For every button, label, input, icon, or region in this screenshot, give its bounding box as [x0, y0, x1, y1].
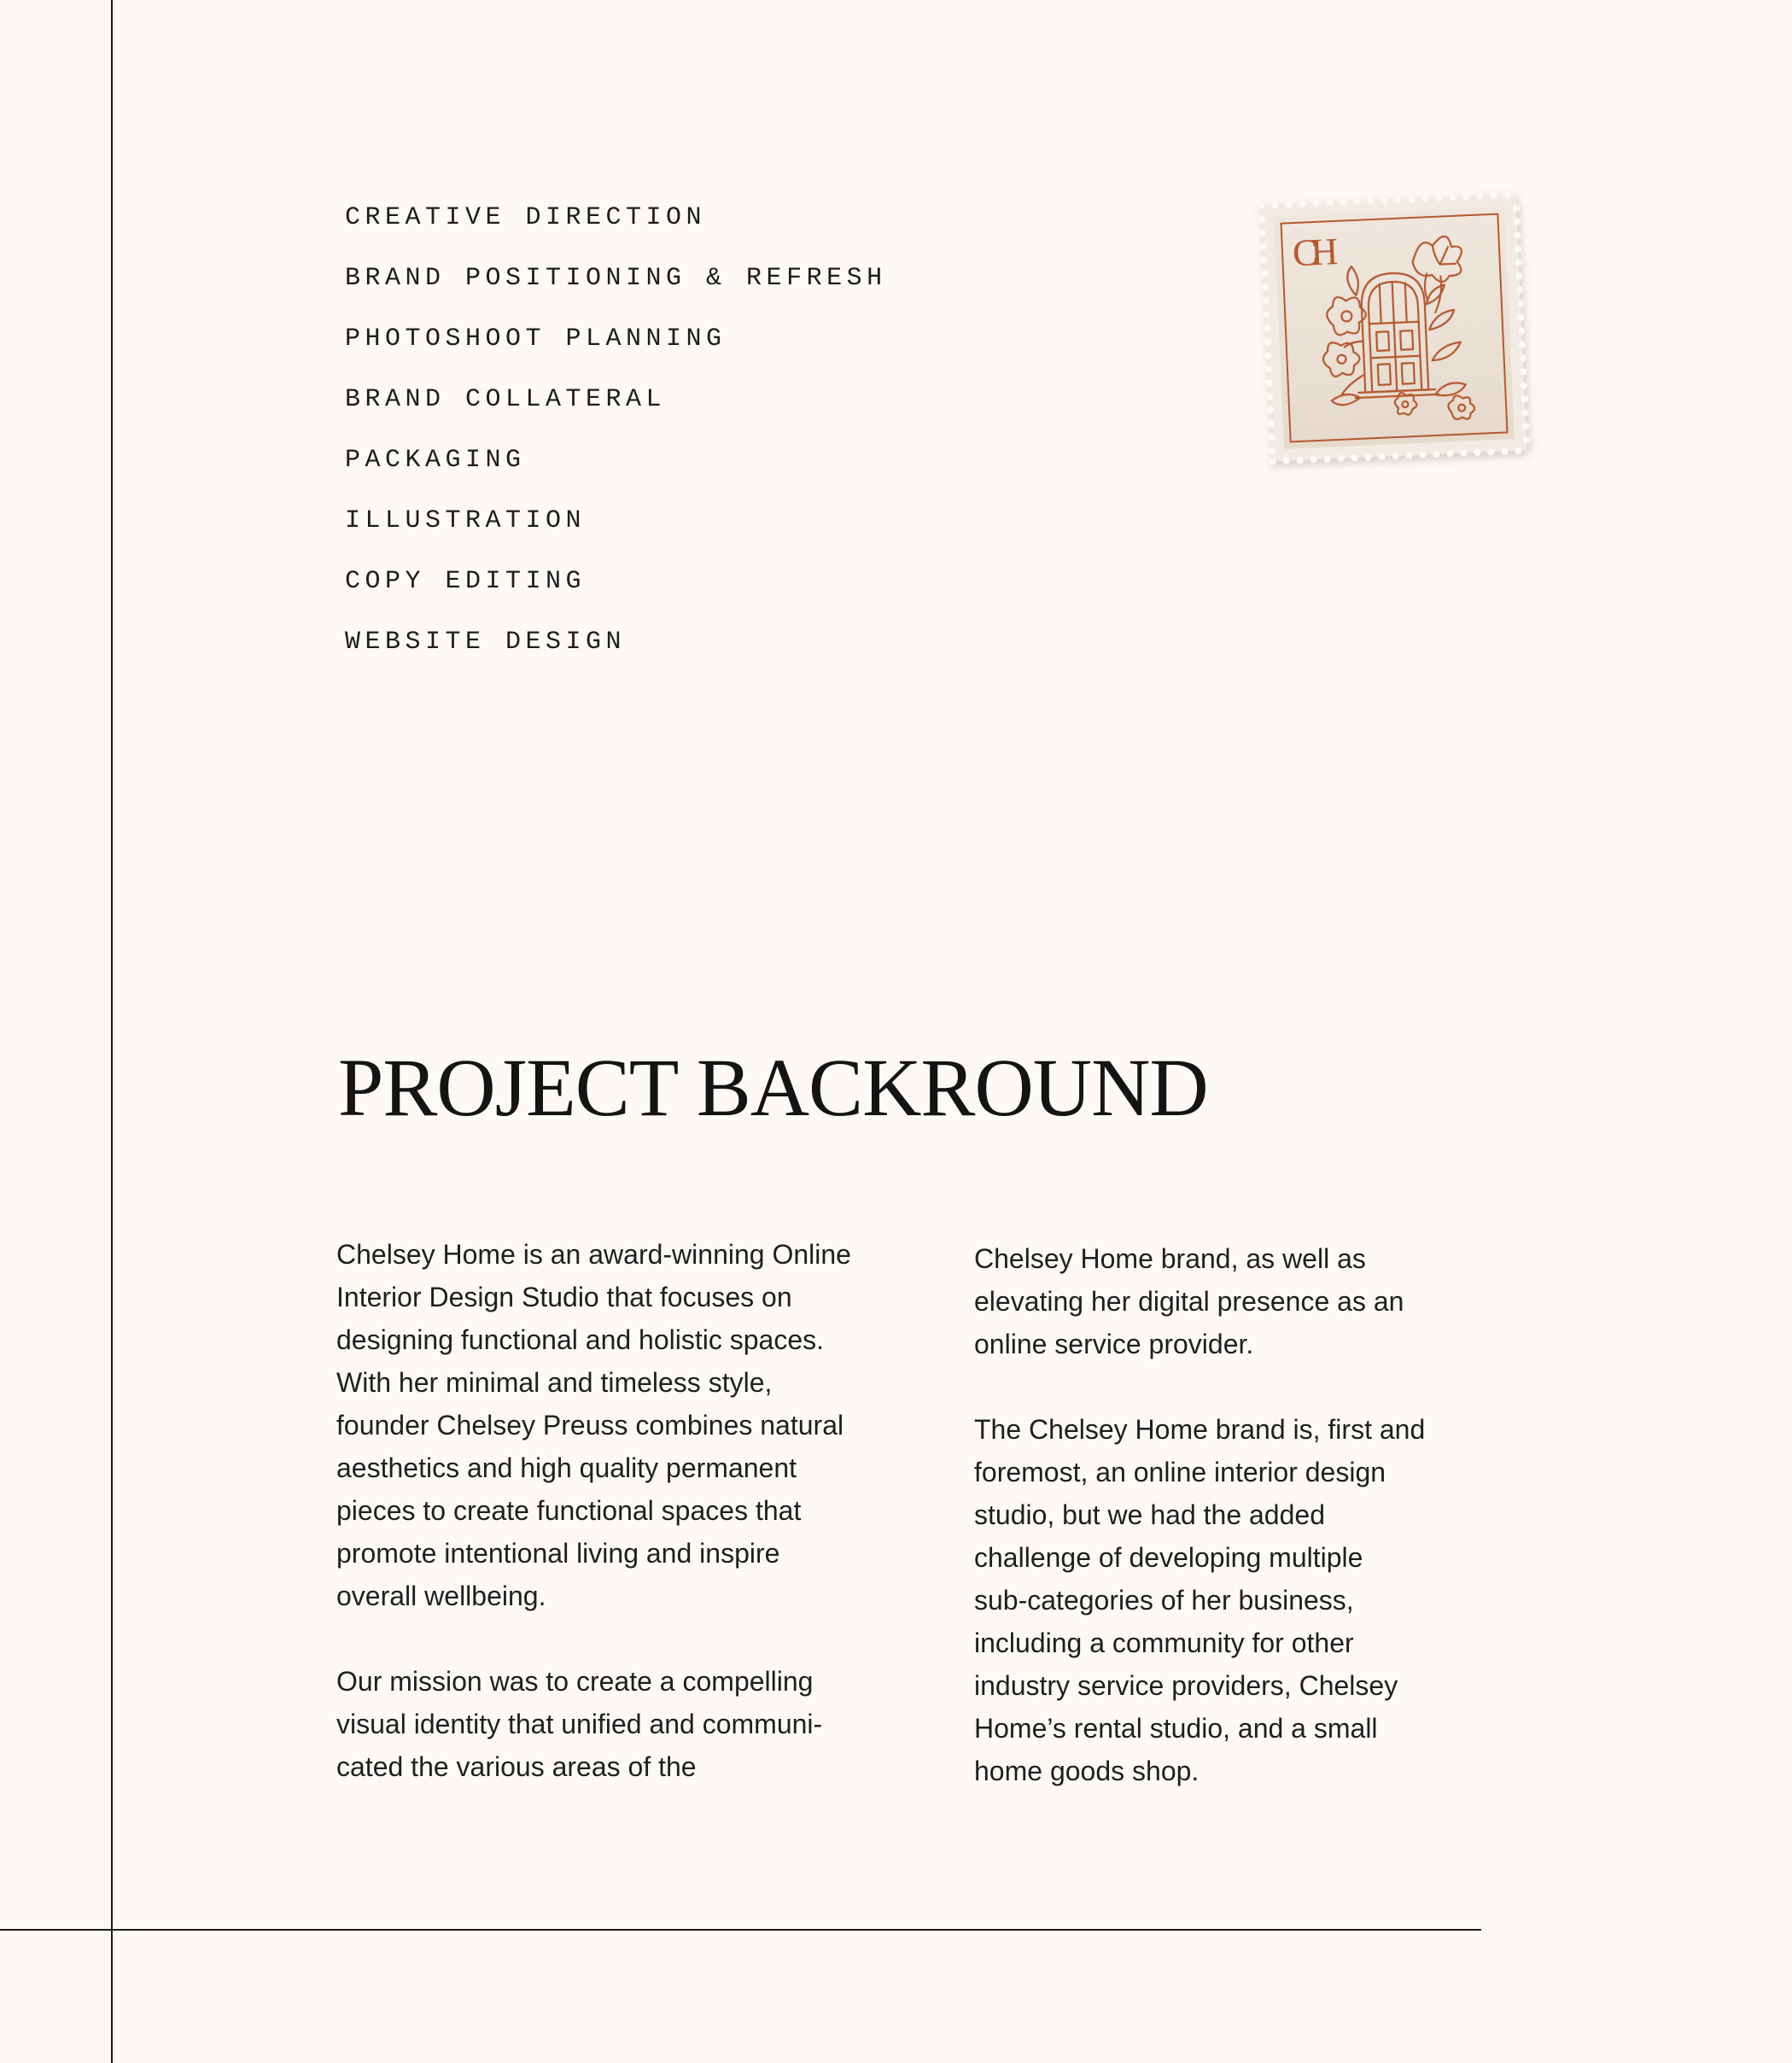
service-item: WEBSITE DESIGN	[345, 628, 627, 657]
text-line: home goods shop.	[974, 1756, 1200, 1786]
service-item: BRAND COLLATERAL	[345, 385, 667, 414]
text-line: cated the various areas of the	[336, 1751, 697, 1782]
services-list	[345, 198, 887, 683]
vertical-rule	[111, 0, 113, 2063]
text-line: promote intentional living and inspire	[336, 1538, 780, 1569]
svg-text:CH: CH	[1292, 231, 1333, 275]
text-line: challenge of developing multiple	[974, 1542, 1363, 1573]
service-item: PHOTOSHOOT PLANNING	[345, 324, 727, 354]
paragraph	[336, 1660, 934, 1788]
text-line: aesthetics and high quality permanent	[336, 1452, 797, 1483]
text-line: sub-categories of her business,	[974, 1585, 1354, 1616]
text-line: overall wellbeing.	[336, 1581, 546, 1611]
service-item: CREATIVE DIRECTION	[345, 203, 707, 232]
text-column-left	[336, 1233, 934, 1788]
service-item: ILLUSTRATION	[345, 506, 587, 535]
text-line: founder Chelsey Preuss combines natural	[336, 1410, 844, 1441]
service-item: BRAND POSITIONING & REFRESH	[345, 264, 887, 293]
text-line: including a community for other	[974, 1628, 1354, 1658]
text-line: Our mission was to create a compelling	[336, 1666, 814, 1697]
text-column-right	[974, 1237, 1572, 1792]
paragraph	[974, 1237, 1572, 1365]
text-line: The Chelsey Home brand is, first and	[974, 1414, 1426, 1445]
service-item: PACKAGING	[345, 446, 526, 475]
text-line: visual identity that unified and communi-	[336, 1709, 823, 1739]
text-line: industry service providers, Chelsey	[974, 1670, 1398, 1701]
brand-stamp-illustration	[1256, 189, 1532, 466]
text-line: Chelsey Home brand, as well as	[974, 1243, 1366, 1274]
text-line: pieces to create functional spaces that	[336, 1495, 802, 1526]
paragraph	[974, 1408, 1572, 1792]
horizontal-rule	[0, 1929, 1481, 1931]
text-line: elevating her digital presence as an	[974, 1286, 1404, 1317]
service-item: COPY EDITING	[345, 567, 587, 596]
text-line: designing functional and holistic spaces.	[336, 1324, 825, 1355]
text-line: Interior Design Studio that focuses on	[336, 1282, 792, 1312]
text-line: Chelsey Home is an award-winning Online	[336, 1239, 851, 1270]
text-line: Home’s rental studio, and a small	[974, 1713, 1378, 1744]
section-title: PROJECT BACKROUND	[338, 1042, 1208, 1133]
paragraph	[336, 1233, 934, 1617]
text-line: foremost, an online interior design	[974, 1457, 1386, 1487]
text-line: With her minimal and timeless style,	[336, 1367, 773, 1398]
text-line: studio, but we had the added	[974, 1499, 1325, 1530]
text-line: online service provider.	[974, 1329, 1254, 1359]
